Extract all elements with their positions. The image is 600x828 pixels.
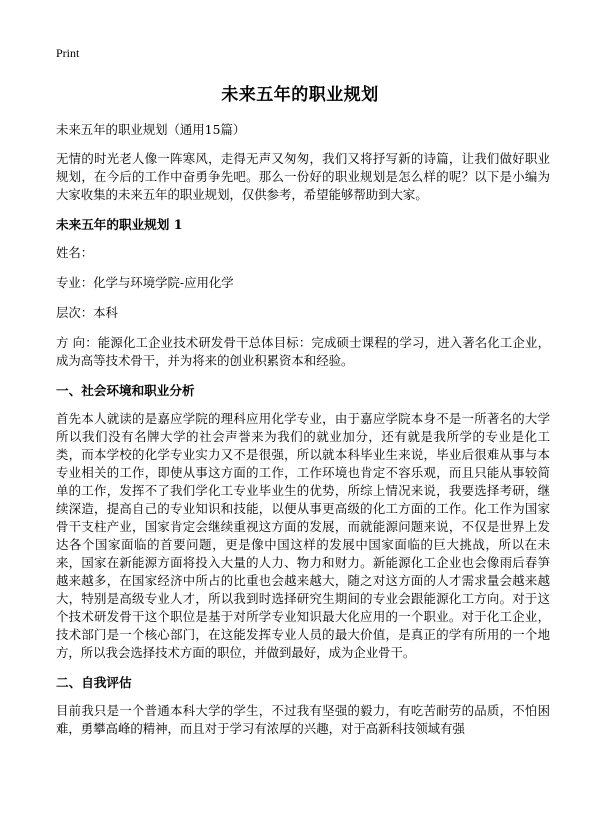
social-analysis-paragraph: 首先本人就读的是嘉应学院的理科应用化学专业，由于嘉应学院本身不是一所著名的大学所以我们没有名牌大学的社会声誉来为我们的就业加分，还有就是我所学的专业是化工类，而本学校的化学专业实力又不是很强，所以就本科毕业生来说，毕业后很难从事与本专业相关的工作，即使从事这方面的工作，工作环境也肯定不容乐观，而且只能从事较简单的工作，发挥不了我们学化工专业毕业生的优势，所综上情况来说，我要选择考研，继续深造，提高自己的专业知识和技能，以便从事更高级的化工方面的工作。化工作为国家骨干支柱产业，国家肯定会继续重视这方面的发展，而就能源问题来说，不仅是世界上发达各个国家面临的首要问题，更是像中国这样的发展中国家面临的巨大挑战，所以在未来，国家在新能源方面将投入大量的人力、物力和财力。新能源化工企业也会像雨后春笋越来越多，在国家经济中所占的比重也会越来越大，随之对这方面的人才需求量会越来越大，特别是高级专业人才，所以我到时选择研究生期间的专业会跟能源化工方向。对于这个技术研发骨干这个职位是基于对所学专业知识最大化应用的一个职业。对于化工企业，技术部门是一个核心部门，在这能发挥专业人员的最大价值，是真正的学有所用的一个地方，所以我会选择技术方面的职位，并做到最好，成为企业骨干。: [56, 411, 550, 660]
major-field-line: 专业：化学与环境学院-应用化学: [56, 275, 234, 290]
print-link[interactable]: Print: [56, 46, 80, 60]
direction-paragraph: 方 向：能源化工企业技术研发骨干总体目标：完成硕士课程的学习，进入著名化工企业，成为高等技术骨干，并为将来的创业积累资本和经验。: [56, 335, 550, 368]
name-field-line: 姓名：: [56, 245, 94, 260]
level-field-line: 层次：本科: [56, 305, 118, 320]
page-title: 未来五年的职业规划: [221, 85, 379, 105]
section-heading-self-assessment: 二、自我评估: [56, 675, 132, 690]
intro-paragraph: 无情的时光老人像一阵寒风，走得无声又匆匆，我们又将抒写新的诗篇，让我们做好职业规划，在今后的工作中奋勇争先吧。那么一份好的职业规划是怎么样的呢？以下是小编为大家收集的未来五年的职业规划，仅供参考，希望能够帮助到大家。: [56, 151, 550, 202]
self-assessment-paragraph: 目前我只是一个普通本科大学的学生，不过我有坚强的毅力，有吃苦耐劳的品质，不怕困难，勇攀高峰的精神，而且对于学习有浓厚的兴趣，对于高新科技领域有强: [56, 703, 550, 736]
section-heading-plan-1: 未来五年的职业规划 1: [56, 217, 183, 232]
section-heading-social-analysis: 一、社会环境和职业分析: [56, 383, 195, 398]
document-subtitle: 未来五年的职业规划（通用15篇）: [56, 122, 246, 137]
document-body: [56, 121, 550, 746]
